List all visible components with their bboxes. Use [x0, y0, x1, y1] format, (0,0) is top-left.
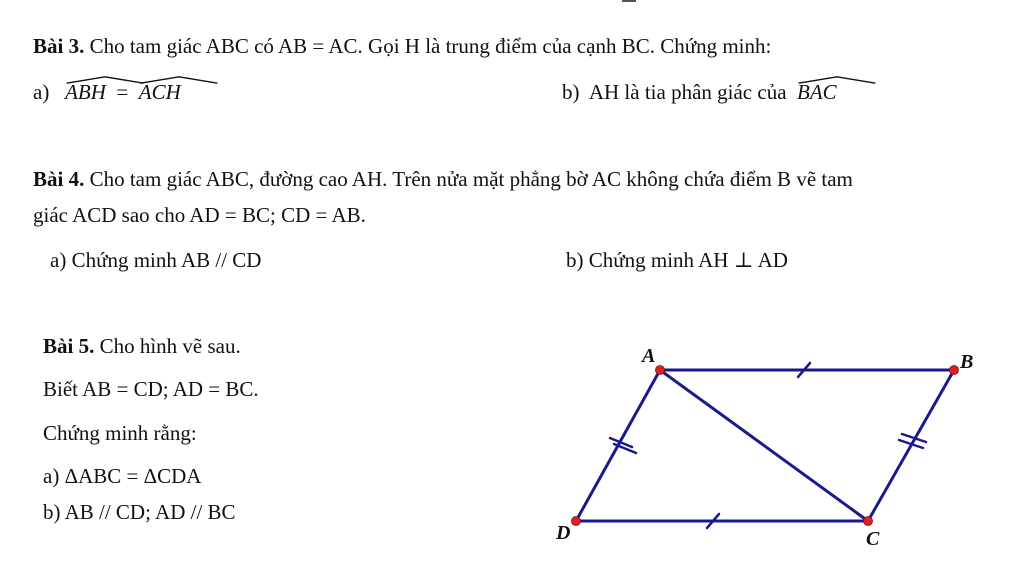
angle-abh: ABH [65, 80, 106, 104]
bai5-part-a: a) ΔABC = ΔCDA [43, 464, 202, 488]
bai3-part-b: b) AH là tia phân giác của BAC [562, 80, 837, 104]
label-a: A [642, 345, 656, 367]
bai5-prove: Chứng minh rằng: [43, 421, 197, 445]
bai4-heading: Bài 4. [33, 167, 85, 191]
bai3-heading: Bài 3. [33, 34, 85, 58]
figure-edges [576, 370, 954, 521]
point-a [656, 366, 665, 375]
point-d [572, 517, 581, 526]
angle-bac: BAC [797, 80, 837, 104]
bai4-statement-line2: giác ACD sao cho AD = BC; CD = AB. [33, 203, 366, 227]
bai5-given: Biết AB = CD; AD = BC. [43, 377, 259, 401]
point-b [950, 366, 959, 375]
angle-ach: ACH [139, 80, 181, 104]
bai3-part-a: a) ABH = ACH [33, 80, 181, 104]
bai4-statement-line1: Bài 4. Cho tam giác ABC, đường cao AH. Trên nửa mặt phẳng bờ AC không chứa điểm B vẽ tam [33, 167, 853, 191]
label-d: D [556, 522, 571, 544]
bai5-statement: Bài 5. Cho hình vẽ sau. [43, 334, 241, 358]
bai5-part-b: b) AB // CD; AD // BC [43, 500, 236, 524]
bai4-part-b: b) Chứng minh AH ⊥ AD [566, 248, 788, 272]
bai4-part-a: a) Chứng minh AB // CD [50, 248, 262, 272]
bai5-heading: Bài 5. [43, 334, 95, 358]
edge-bc [868, 370, 954, 521]
label-c: C [866, 528, 880, 550]
bai3-statement: Bài 3. Cho tam giác ABC có AB = AC. Gọi H là trung điểm của cạnh BC. Chứng minh: [33, 34, 772, 58]
diagonal-ac [660, 370, 868, 521]
label-b: B [960, 351, 974, 373]
point-c [864, 517, 873, 526]
